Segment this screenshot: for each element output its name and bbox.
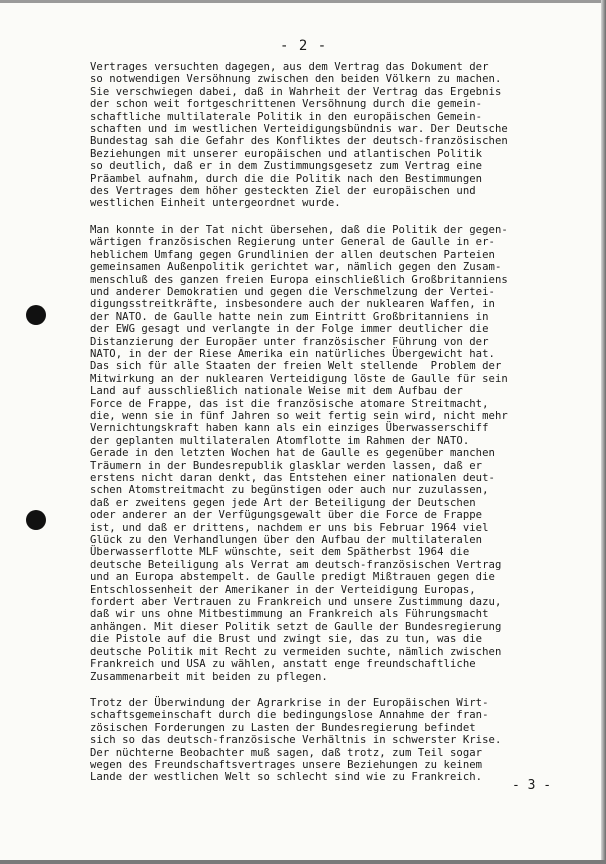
text-line: Trotz der Überwindung der Agrarkrise in der Europäischen Wirt- [90, 696, 489, 709]
text-line: Sie verschwiegen dabei, daß in Wahrheit der Vertrag das Ergebnis [90, 85, 502, 98]
scan-edge-right [601, 0, 606, 864]
text-line: Träumern in der Bundesrepublik glasklar werden lassen, daß er [90, 459, 483, 472]
text-line: der EWG gesagt und verlangte in der Folge immer deutlicher die [90, 323, 489, 336]
text-line: Entschlossenheit der Amerikaner in der Verteidigung Europas, [90, 583, 476, 596]
text-line: Präambel aufnahm, durch die die Politik nach den Bestimmungen [90, 172, 483, 185]
text-line: so notwendigen Versöhnung zwischen den beiden Völkern zu machen. [90, 73, 502, 86]
text-line: Gerade in den letzten Wochen hat de Gaulle es gegenüber manchen [90, 447, 495, 460]
text-line: der NATO. de Gaulle hatte nein zum Eintritt Großbritanniens in [90, 310, 489, 323]
punch-hole-upper [26, 305, 46, 325]
text-line: ist, und daß er drittens, nachdem er uns bis Februar 1964 viel [90, 521, 489, 534]
text-line: anhängen. Mit dieser Politik setzt de Gaulle der Bundesregierung [90, 620, 502, 633]
text-line: und anderer Demokratien und gegen die Verschmelzung der Vertei- [90, 285, 495, 298]
text-line: heblichem Umfang gegen Grundlinien der allen deutschen Parteien [90, 248, 495, 261]
text-line: Land auf ausschließlich nationale Weise mit dem Aufbau der [90, 385, 463, 398]
text-line: und an Europa abstempelt. de Gaulle predigt Mißtrauen gegen die [90, 571, 495, 584]
text-line: die, wenn sie in fünf Jahren so weit fertig sein wird, nicht mehr [90, 409, 508, 422]
text-line: westlichen Einheit untergeordnet wurde. [90, 197, 341, 210]
text-line: der schon weit fortgeschrittenen Versöhnung durch die gemein- [90, 98, 483, 111]
text-line: gemeinsamen Außenpolitik gerichtet war, nämlich gegen den Zusam- [90, 261, 502, 274]
text-line: Force de Frappe, das ist die französische atomare Streitmacht, [90, 397, 489, 410]
text-line: daß wir uns ohne Mitbestimmung an Frankreich als Führungsmacht [90, 608, 489, 621]
text-line: Überwasserflotte MLF wünschte, seit dem Spätherbst 1964 die [90, 546, 470, 559]
text-line: schaftliche multilaterale Politik in den europäischen Gemein- [90, 110, 483, 123]
text-line: Der nüchterne Beobachter muß sagen, daß trotz, zum Teil sogar [90, 746, 483, 759]
text-line: erstens nicht daran denkt, das Entstehen einer nationalen deut- [90, 472, 495, 484]
text-line: deutsche Politik mit Recht zu vermeiden suchte, nämlich zwischen [90, 645, 502, 658]
text-line: schaftsgemeinschaft durch die bedingungslose Annahme der fran- [90, 709, 489, 722]
text-line: wegen des Freundschaftsvertrages unsere Beziehungen zu keinem [90, 758, 483, 771]
text-line: sich so das deutsch-französische Verhältnis in schwerster Krise. [90, 734, 502, 747]
text-line: Beziehungen mit unserer europäischen und atlantischen Politik [90, 147, 483, 160]
text-line: so deutlich, daß er in dem Zustimmungsgesetz zum Vertrag eine [90, 160, 483, 173]
text-line: Man konnte in der Tat nicht übersehen, daß die Politik der gegen- [90, 223, 508, 236]
text-line: oder anderer an der Verfügungsgewalt über die Force de Frappe [90, 509, 483, 522]
page-number: - 2 - [280, 38, 328, 54]
text-line: Das sich für alle Staaten der freien Welt stellende Problem der [90, 360, 502, 373]
text-line: die Pistole auf die Brust und zwingt sie, das zu tun, was die [90, 633, 483, 646]
text-line: fordert aber Vertrauen zu Frankreich und unsere Zustimmung dazu, [90, 596, 502, 609]
text-line: schen Atomstreitmacht zu begünstigen oder auch nur zuzulassen, [90, 484, 489, 497]
text-line: wärtigen französischen Regierung unter General de Gaulle in er- [90, 236, 495, 249]
text-line: Bundestag sah die Gefahr des Konfliktes der deutsch-französischen [90, 135, 508, 148]
text-line: Vertrages versuchten dagegen, aus dem Vertrag das Dokument der [90, 61, 489, 73]
text-line: daß er zweitens gegen jede Art der Beteiligung der Deutschen [90, 496, 476, 509]
text-line: des Vertrages dem höher gesteckten Ziel der europäischen und [90, 185, 476, 198]
text-line: Vernichtungskraft haben kann als ein einziges Überwasserschiff [90, 422, 489, 435]
text-line: digungsstreitkräfte, insbesondere auch der nuklearen Waffen, in [90, 298, 495, 311]
scan-edge-top [0, 0, 606, 3]
text-line: menschluß des ganzen freien Europa einschließlich Großbritanniens [90, 273, 508, 286]
text-line: Distanzierung der Europäer unter französischer Führung von der [90, 335, 489, 348]
text-line: Lande der westlichen Welt so schlecht sind wie zu Frankreich. [90, 771, 483, 784]
text-line: Frankreich und USA zu wählen, anstatt enge freundschaftliche [90, 658, 476, 671]
paragraph [90, 61, 570, 210]
text-line: deutsche Beteiligung als Verrat am deutsch-französischen Vertrag [90, 558, 502, 571]
scan-edge-bottom [0, 860, 606, 864]
text-line: Glück zu den Verhandlungen über den Aufbau der multilateralen [90, 534, 483, 547]
text-line: NATO, in der der Riese Amerika ein natürliches Übergewicht hat. [90, 347, 495, 360]
text-line: der geplanten multilateralen Atomflotte im Rahmen der NATO. [90, 434, 470, 447]
text-line: Zusammenarbeit mit beiden zu pflegen. [90, 670, 328, 683]
next-page-marker: - 3 - [512, 778, 552, 793]
paragraph [90, 697, 570, 784]
text-line: schaften und im westlichen Verteidigungsbündnis war. Der Deutsche [90, 123, 508, 136]
text-line: zösischen Forderungen zu Lasten der Bundesregierung befindet [90, 721, 476, 734]
punch-hole-lower [26, 510, 46, 530]
text-line: Mitwirkung an der nuklearen Verteidigung löste de Gaulle für sein [90, 372, 508, 385]
body-text [90, 61, 570, 798]
paragraph [90, 224, 570, 683]
